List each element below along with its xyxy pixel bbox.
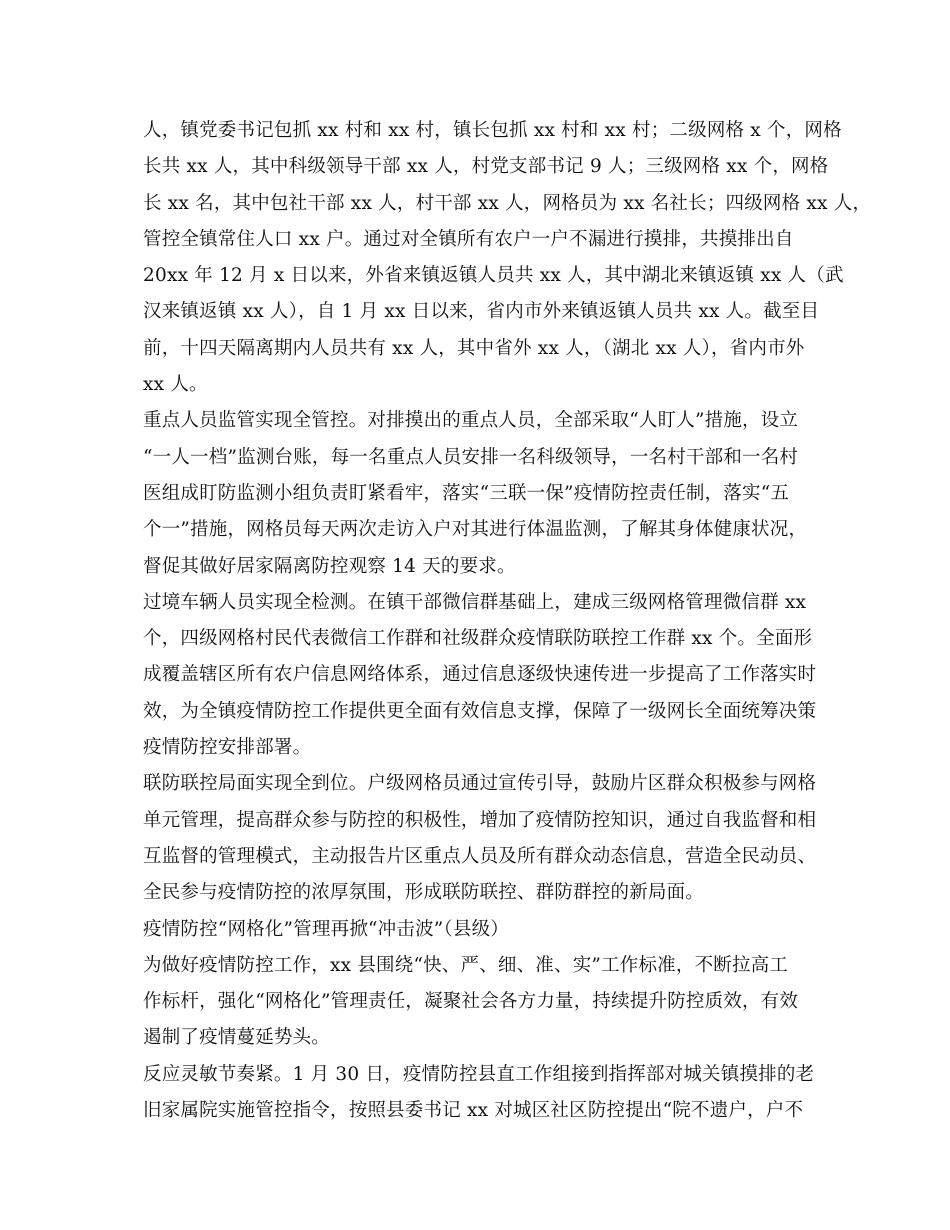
- text-line: 医组成盯防监测小组负责盯紧看牢，落实“三联一保”疫情防控责任制，落实“五: [143, 482, 790, 504]
- text-line: 人，镇党委书记包抓 xx 村和 xx 村，镇长包抓 xx 村和 xx 村；二级网格 x 个，网格: [143, 120, 842, 141]
- text-line: xx 人。: [143, 374, 208, 396]
- text-line: 联防联控局面实现全到位。户级网格员通过宣传引导，鼓励片区群众积极参与网格: [143, 773, 817, 795]
- text-line: 单元管理，提高群众参与防控的积极性，增加了疫情防控知识，通过自我监督和相: [143, 809, 817, 831]
- text-line: 为做好疫情防控工作，xx 县围绕“快、严、细、准、实”工作标准，不断拉高工: [143, 954, 789, 976]
- text-line: 长共 xx 人，其中科级领导干部 xx 人，村党支部书记 9 人；三级网格 xx 个，网格: [143, 156, 829, 178]
- text-line: 成覆盖辖区所有农户信息网络体系，通过信息逐级快速传进一步提高了工作落实时: [143, 664, 817, 686]
- document-body: [143, 113, 872, 1129]
- text-line: 互监督的管理模式，主动报告片区重点人员及所有群众动态信息，营造全民动员、: [143, 845, 817, 867]
- text-line: 管控全镇常住人口 xx 户。通过对全镇所有农户一户不漏进行摸排，共摸排出自: [143, 228, 794, 250]
- text-line: 效，为全镇疫情防控工作提供更全面有效信息支撑，保障了一级网长全面统筹决策: [143, 700, 817, 722]
- text-line: 重点人员监管实现全管控。对排摸出的重点人员，全部采取“人盯人”措施，设立: [143, 410, 799, 432]
- text-line: 过境车辆人员实现全检测。在镇干部微信群基础上，建成三级网格管理微信群 xx: [143, 591, 807, 613]
- text-line: 个一”措施，网格员每天两次走访入户对其进行体温监测，了解其身体健康状况，: [143, 519, 808, 541]
- text-line: 个，四级网格村民代表微信工作群和社级群众疫情联防联控工作群 xx 个。全面形: [143, 628, 813, 650]
- text-line: 旧家属院实施管控指令，按照县委书记 xx 对城区社区防控提出“院不遗户，户不: [143, 1100, 804, 1122]
- text-line: 汉来镇返镇 xx 人），自 1 月 xx 日以来，省内市外来镇返镇人员共 xx 人。截至目: [143, 301, 820, 323]
- text-line: 长 xx 名，其中包社干部 xx 人，村干部 xx 人，网格员为 xx 名社长；四级网格 xx 人，: [143, 192, 872, 214]
- section-heading: 疫情防控“网格化”管理再掀“冲击波”（县级）: [143, 918, 509, 940]
- text-line: 督促其做好居家隔离防控观察 14 天的要求。: [143, 555, 516, 577]
- text-line: 前，十四天隔离期内人员共有 xx 人，其中省外 xx 人，（湖北 xx 人），省内市外: [143, 337, 805, 359]
- text-line: “一人一档”监测台账，每一名重点人员安排一名科级领导，一名村干部和一名村: [143, 446, 799, 468]
- text-line: 遏制了疫情蔓延势头。: [143, 1027, 331, 1049]
- text-line: 反应灵敏节奏紧。1 月 30 日，疫情防控县直工作组接到指挥部对城关镇摸排的老: [143, 1063, 815, 1085]
- text-line: 全民参与疫情防控的浓厚氛围，形成联防联控、群防群控的新局面。: [143, 882, 705, 904]
- text-line: 20xx 年 12 月 x 日以来，外省来镇返镇人员共 xx 人，其中湖北来镇返镇 xx 人（武: [143, 265, 844, 287]
- text-line: 作标杆，强化“网格化”管理责任，凝聚社会各方力量，持续提升防控质效，有效: [143, 991, 799, 1013]
- text-line: 疫情防控安排部署。: [143, 737, 312, 759]
